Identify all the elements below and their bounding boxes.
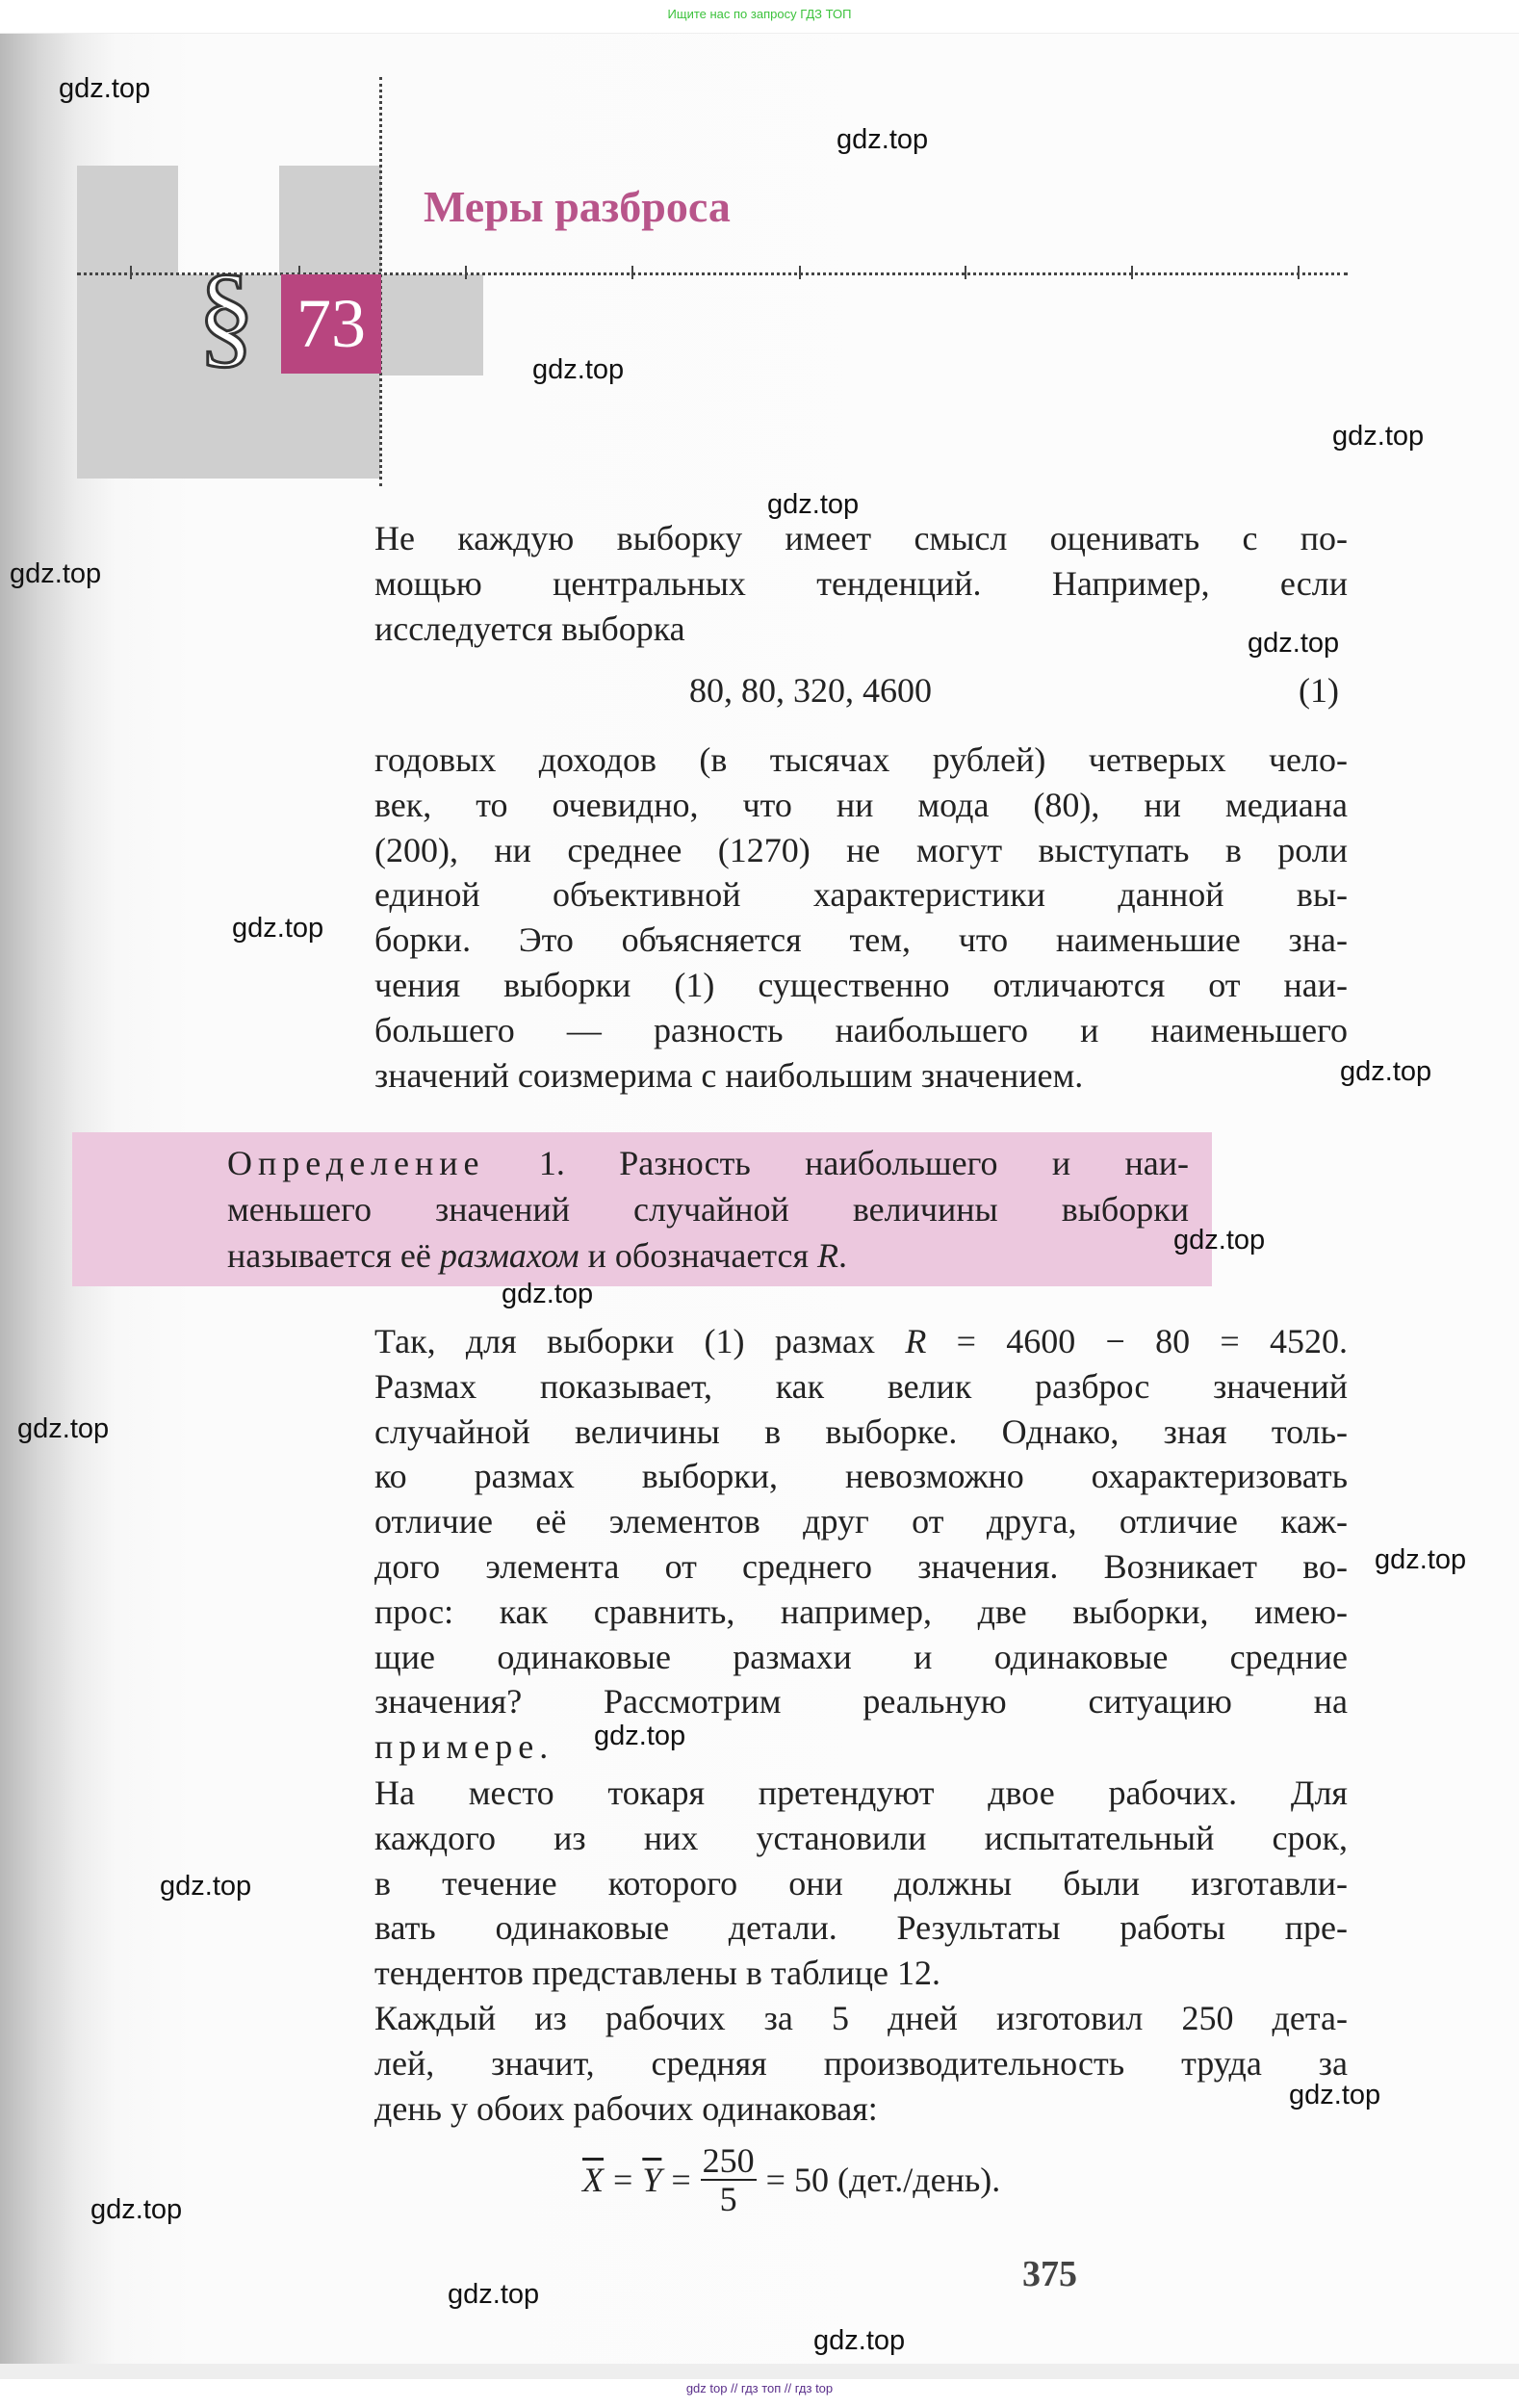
ruler-tick [1131, 266, 1133, 279]
text-segment: размахом [439, 1235, 579, 1275]
page-number: 375 [1022, 2254, 1077, 2294]
watermark: gdz.top [160, 1871, 252, 1902]
text-line: Не каждую выборку имеет смысл оценивать с по- [374, 519, 1348, 557]
ruler-tick [1298, 266, 1300, 279]
text-line: каждого из них установили испытательный срок, [374, 1818, 1348, 1857]
text-line: ко размах выборки, невозможно охарактеризовать [374, 1457, 1348, 1496]
text-line: прос: как сравнить, например, две выборки, имею- [374, 1592, 1348, 1631]
text-line [374, 1319, 1348, 1363]
mean-result: = 50 (дет./день). [765, 2161, 1001, 2199]
top-banner [0, 0, 1519, 34]
text-line: дого элемента от среднего значения. Возникает во- [374, 1547, 1348, 1586]
text-line: день у обоих рабочих одинаковая: [374, 2088, 878, 2128]
text-line: большего — разность наибольшего и наименьшего [374, 1010, 1348, 1049]
fraction [701, 2142, 757, 2217]
watermark: gdz.top [17, 1413, 110, 1444]
mean-y: $\overline{Y}$ [642, 2161, 662, 2199]
bottom-bar [0, 2364, 1519, 2379]
section-sign-icon: § [197, 250, 255, 378]
section-number: 73 [281, 274, 381, 374]
text-segment: R [905, 1322, 927, 1360]
text-segment: и обозначается [579, 1235, 818, 1275]
text-line: щие одинаковые размахи и одинаковые средние [374, 1637, 1348, 1676]
watermark: gdz.top [532, 354, 625, 385]
equation-number: (1) [1299, 671, 1339, 710]
dotted-rule-horizontal [77, 272, 1348, 275]
text-segment: = 4600 − 80 = 4520. [926, 1322, 1348, 1360]
text-line: годовых доходов (в тысячах рублей) четверых чело- [374, 740, 1348, 779]
text-line [227, 1141, 1189, 1185]
text-segment: R [817, 1235, 839, 1275]
decor-block [381, 274, 483, 375]
text-line [227, 1233, 1189, 1278]
footer-text: gdz top // гдз топ // гдз top [685, 2381, 834, 2395]
text-segment: . [838, 1235, 848, 1275]
text-line: в течение которого они должны были изготавли- [374, 1863, 1348, 1903]
watermark: gdz.top [767, 489, 860, 520]
watermark: gdz.top [448, 2279, 540, 2310]
text-line: исследуется выборка [374, 608, 685, 648]
sample-formula: 80, 80, 320, 4600 [689, 671, 932, 710]
watermark: gdz.top [1340, 1056, 1432, 1087]
ruler-tick [465, 266, 467, 279]
section-title: Меры разброса [424, 182, 731, 231]
watermark: gdz.top [10, 558, 102, 589]
ruler-tick [799, 266, 801, 279]
text-line: тендентов представлены в таблице 12. [374, 1954, 940, 1993]
mean-x: $\overline{X}$ [582, 2161, 604, 2199]
ruler-tick [631, 266, 633, 279]
watermark: gdz.top [1332, 421, 1425, 452]
watermark: gdz.top [59, 73, 151, 104]
watermark: gdz.top [813, 2325, 906, 2356]
watermark: gdz.top [502, 1279, 594, 1309]
numerator: 250 [702, 2141, 755, 2180]
text-segment: Так, для выборки (1) размах [374, 1322, 906, 1360]
decor-block [77, 166, 178, 479]
text-line [374, 1724, 1348, 1769]
mean-formula [582, 2142, 1000, 2217]
equals: = [671, 2161, 691, 2199]
text-line: Каждый из рабочих за 5 дней изготовил 250 дета- [374, 1999, 1348, 2037]
text-line: случайной величины в выборке. Однако, зная толь- [374, 1411, 1348, 1451]
text-line: значения? Рассмотрим реальную ситуацию на [374, 1682, 1348, 1722]
text-line: единой объективной характеристики данной вы- [374, 875, 1348, 915]
text-line: отличие её элементов друг от друга, отличие каж- [374, 1502, 1348, 1541]
text-line: борки. Это объясняется тем, что наименьшие зна- [374, 920, 1348, 960]
text-segment: называется её [227, 1235, 440, 1275]
text-segment: 1. Разность наибольшего и наи- [484, 1144, 1189, 1182]
equals: = [613, 2161, 633, 2199]
banner-text: Ищите нас по запросу ГДЗ ТОП [667, 7, 852, 21]
text-segment: примере. [374, 1727, 554, 1767]
text-line: меньшего значений случайной величины выборки [227, 1189, 1189, 1229]
text-line: лей, значит, средняя производительность труда за [374, 2043, 1348, 2083]
text-segment: Определение [227, 1144, 485, 1182]
watermark: gdz.top [837, 124, 929, 155]
ruler-tick [965, 266, 966, 279]
text-line: век, то очевидно, что ни мода (80), ни медиана [374, 785, 1348, 824]
watermark: gdz.top [232, 913, 324, 944]
ruler-tick [130, 266, 132, 279]
text-line: На место токаря претендуют двое рабочих. Для [374, 1774, 1348, 1812]
denominator: 5 [719, 2180, 737, 2218]
text-line: Размах показывает, как велик разброс значений [374, 1366, 1348, 1406]
watermark: gdz.top [1375, 1544, 1467, 1575]
text-line: вать одинаковые детали. Результаты работы пре- [374, 1908, 1348, 1948]
watermark: gdz.top [90, 2194, 183, 2225]
watermark: gdz.top [1289, 2080, 1381, 2110]
decor-block [279, 166, 381, 274]
watermark: gdz.top [1173, 1225, 1266, 1256]
text-line: чения выборки (1) существенно отличаются от наи- [374, 966, 1348, 1004]
watermark: gdz.top [1248, 628, 1340, 659]
text-line: мощью центральных тенденций. Например, если [374, 563, 1348, 603]
watermark: gdz.top [594, 1721, 686, 1751]
text-line: (200), ни среднее (1270) не могут выступать в роли [374, 830, 1348, 869]
text-line: значений соизмерима с наибольшим значением. [374, 1055, 1084, 1095]
